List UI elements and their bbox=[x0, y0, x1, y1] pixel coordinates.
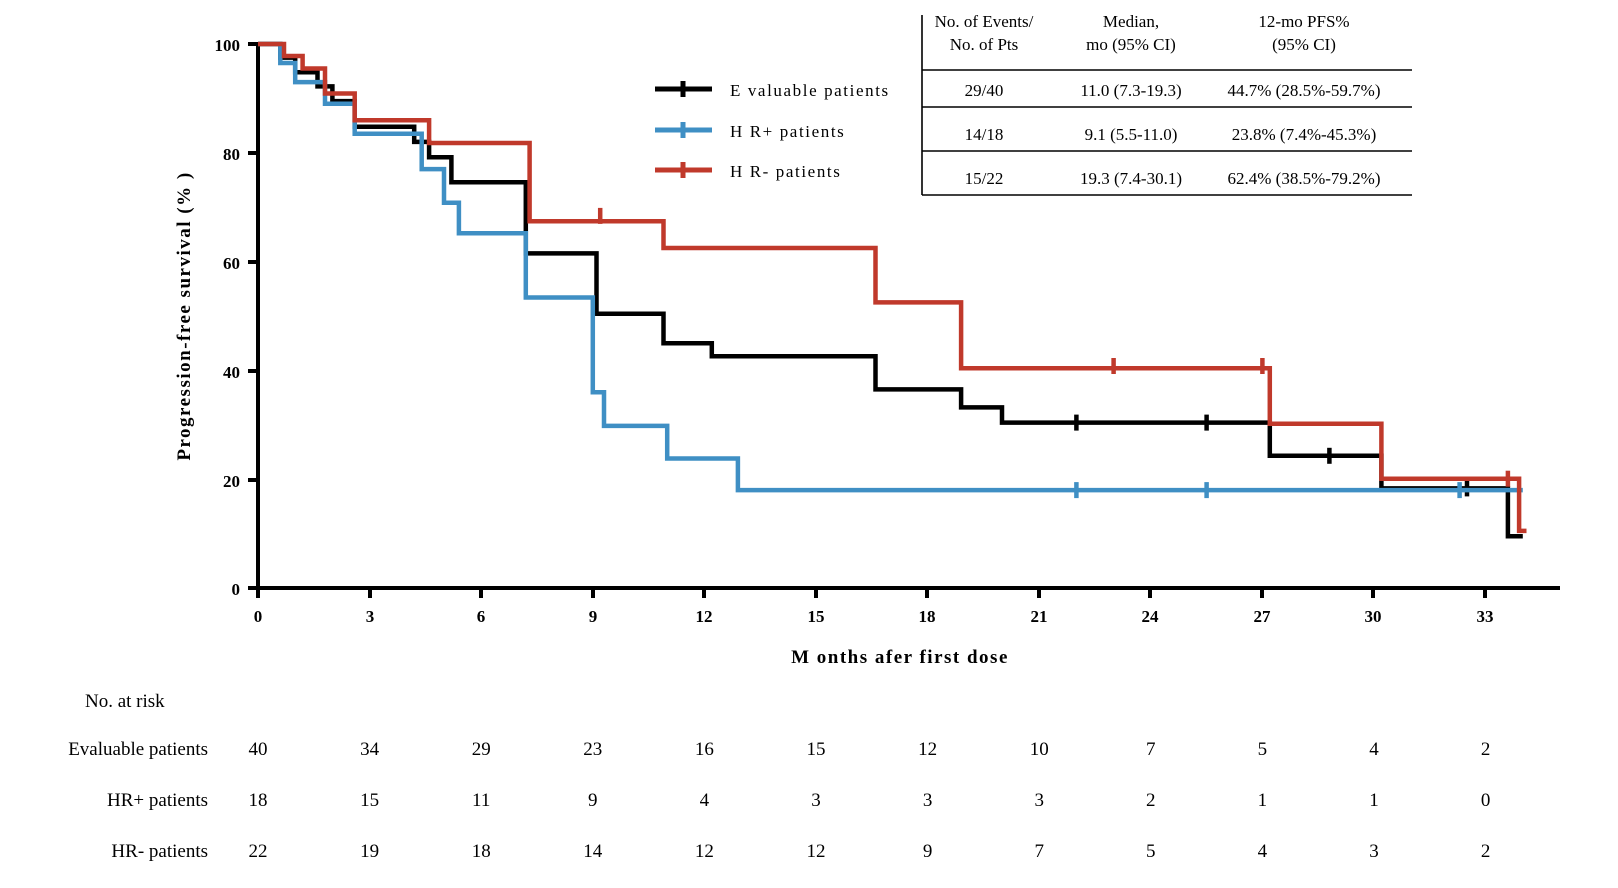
x-tick-label: 27 bbox=[1253, 607, 1271, 626]
risk-cell: 4 bbox=[1257, 841, 1268, 862]
x-tick-label: 12 bbox=[695, 607, 713, 626]
risk-row-label: HR+ patients bbox=[107, 790, 208, 811]
risk-cell: 4 bbox=[699, 790, 710, 811]
y-tick-label: 0 bbox=[231, 580, 240, 599]
table-cell: 19.3 (7.4-30.1) bbox=[1080, 169, 1182, 188]
risk-cell: 18 bbox=[248, 790, 268, 811]
x-tick-label: 9 bbox=[588, 607, 598, 626]
table-cell: 62.4% (38.5%-79.2%) bbox=[1227, 169, 1381, 188]
risk-cell: 11 bbox=[472, 790, 491, 811]
risk-cell: 3 bbox=[811, 790, 821, 811]
risk-cell: 3 bbox=[1369, 841, 1379, 862]
legend-item-label: E valuable patients bbox=[730, 81, 890, 100]
risk-cell: 10 bbox=[1029, 739, 1049, 760]
x-tick-label: 30 bbox=[1364, 607, 1382, 626]
table-cell: 14/18 bbox=[964, 125, 1004, 144]
risk-cell: 1 bbox=[1369, 790, 1379, 811]
risk-cell: 2 bbox=[1480, 739, 1491, 760]
curve-line bbox=[258, 44, 1523, 536]
risk-cell: 34 bbox=[360, 739, 380, 760]
table-cell: 44.7% (28.5%-59.7%) bbox=[1227, 81, 1381, 100]
summary-header-2-line-0: 12-mo PFS% bbox=[1258, 12, 1350, 31]
risk-cell: 23 bbox=[583, 739, 603, 760]
risk-cell: 19 bbox=[360, 841, 380, 862]
survival-curves bbox=[258, 44, 1527, 536]
risk-cell: 9 bbox=[588, 790, 598, 811]
risk-cell: 3 bbox=[1034, 790, 1044, 811]
x-tick-label: 21 bbox=[1030, 607, 1048, 626]
y-tick-label: 20 bbox=[223, 472, 240, 491]
x-tick-label: 33 bbox=[1476, 607, 1494, 626]
risk-cell: 15 bbox=[806, 739, 826, 760]
survival-curve bbox=[258, 44, 1523, 536]
risk-cell: 16 bbox=[694, 739, 714, 760]
risk-cell: 2 bbox=[1146, 790, 1156, 811]
legend-item-label: H R- patients bbox=[730, 162, 842, 181]
summary-header-1-line-1: mo (95% CI) bbox=[1086, 35, 1176, 54]
risk-cell: 1 bbox=[1257, 790, 1268, 811]
legend bbox=[655, 81, 890, 181]
risk-cell: 7 bbox=[1034, 841, 1044, 862]
risk-cell: 5 bbox=[1257, 739, 1268, 760]
risk-cell: 12 bbox=[694, 841, 714, 862]
risk-cell: 3 bbox=[922, 790, 933, 811]
y-tick-label: 40 bbox=[223, 363, 240, 382]
risk-cell: 7 bbox=[1146, 739, 1156, 760]
risk-row-label: Evaluable patients bbox=[68, 739, 208, 760]
summary-header-2-line-1: (95% CI) bbox=[1272, 35, 1336, 54]
risk-cell: 5 bbox=[1146, 841, 1156, 862]
y-tick-label: 80 bbox=[223, 145, 240, 164]
summary-header-1-line-0: Median, bbox=[1102, 12, 1160, 31]
risk-cell: 9 bbox=[922, 841, 933, 862]
table-cell: 23.8% (7.4%-45.3%) bbox=[1231, 125, 1377, 144]
x-tick-label: 0 bbox=[253, 607, 263, 626]
x-tick-label: 15 bbox=[807, 607, 825, 626]
x-tick-label: 3 bbox=[365, 607, 375, 626]
table-cell: 15/22 bbox=[964, 169, 1004, 188]
risk-cell: 12 bbox=[806, 841, 826, 862]
risk-cell: 22 bbox=[248, 841, 268, 862]
x-tick-label: 18 bbox=[918, 607, 936, 626]
risk-cell: 14 bbox=[583, 841, 603, 862]
risk-table-title: No. at risk bbox=[85, 691, 165, 712]
risk-cell: 0 bbox=[1480, 790, 1491, 811]
risk-cell: 18 bbox=[471, 841, 491, 862]
y-tick-label: 60 bbox=[223, 254, 240, 273]
summary-header-0-line-1: No. of Pts bbox=[949, 35, 1019, 54]
risk-cell: 2 bbox=[1480, 841, 1491, 862]
legend-item-label: H R+ patients bbox=[730, 122, 846, 141]
risk-cell: 29 bbox=[471, 739, 491, 760]
y-axis-title: Progression-free survival (% ) bbox=[174, 171, 195, 461]
table-cell: 29/40 bbox=[964, 81, 1004, 100]
y-tick-label: 100 bbox=[214, 36, 240, 55]
summary-header-0-line-0: No. of Events/ bbox=[934, 12, 1034, 31]
risk-cell: 15 bbox=[360, 790, 380, 811]
x-tick-label: 6 bbox=[476, 607, 486, 626]
risk-table bbox=[68, 691, 1490, 862]
summary-table bbox=[922, 12, 1412, 195]
x-axis-title: M onths afer first dose bbox=[791, 647, 1009, 668]
risk-cell: 12 bbox=[918, 739, 938, 760]
survival-curve bbox=[258, 44, 1523, 498]
risk-row-label: HR- patients bbox=[111, 841, 208, 862]
risk-cell: 4 bbox=[1369, 739, 1379, 760]
risk-cell: 40 bbox=[248, 739, 268, 760]
x-tick-label: 24 bbox=[1141, 607, 1159, 626]
table-cell: 11.0 (7.3-19.3) bbox=[1080, 81, 1182, 100]
table-cell: 9.1 (5.5-11.0) bbox=[1084, 125, 1178, 144]
